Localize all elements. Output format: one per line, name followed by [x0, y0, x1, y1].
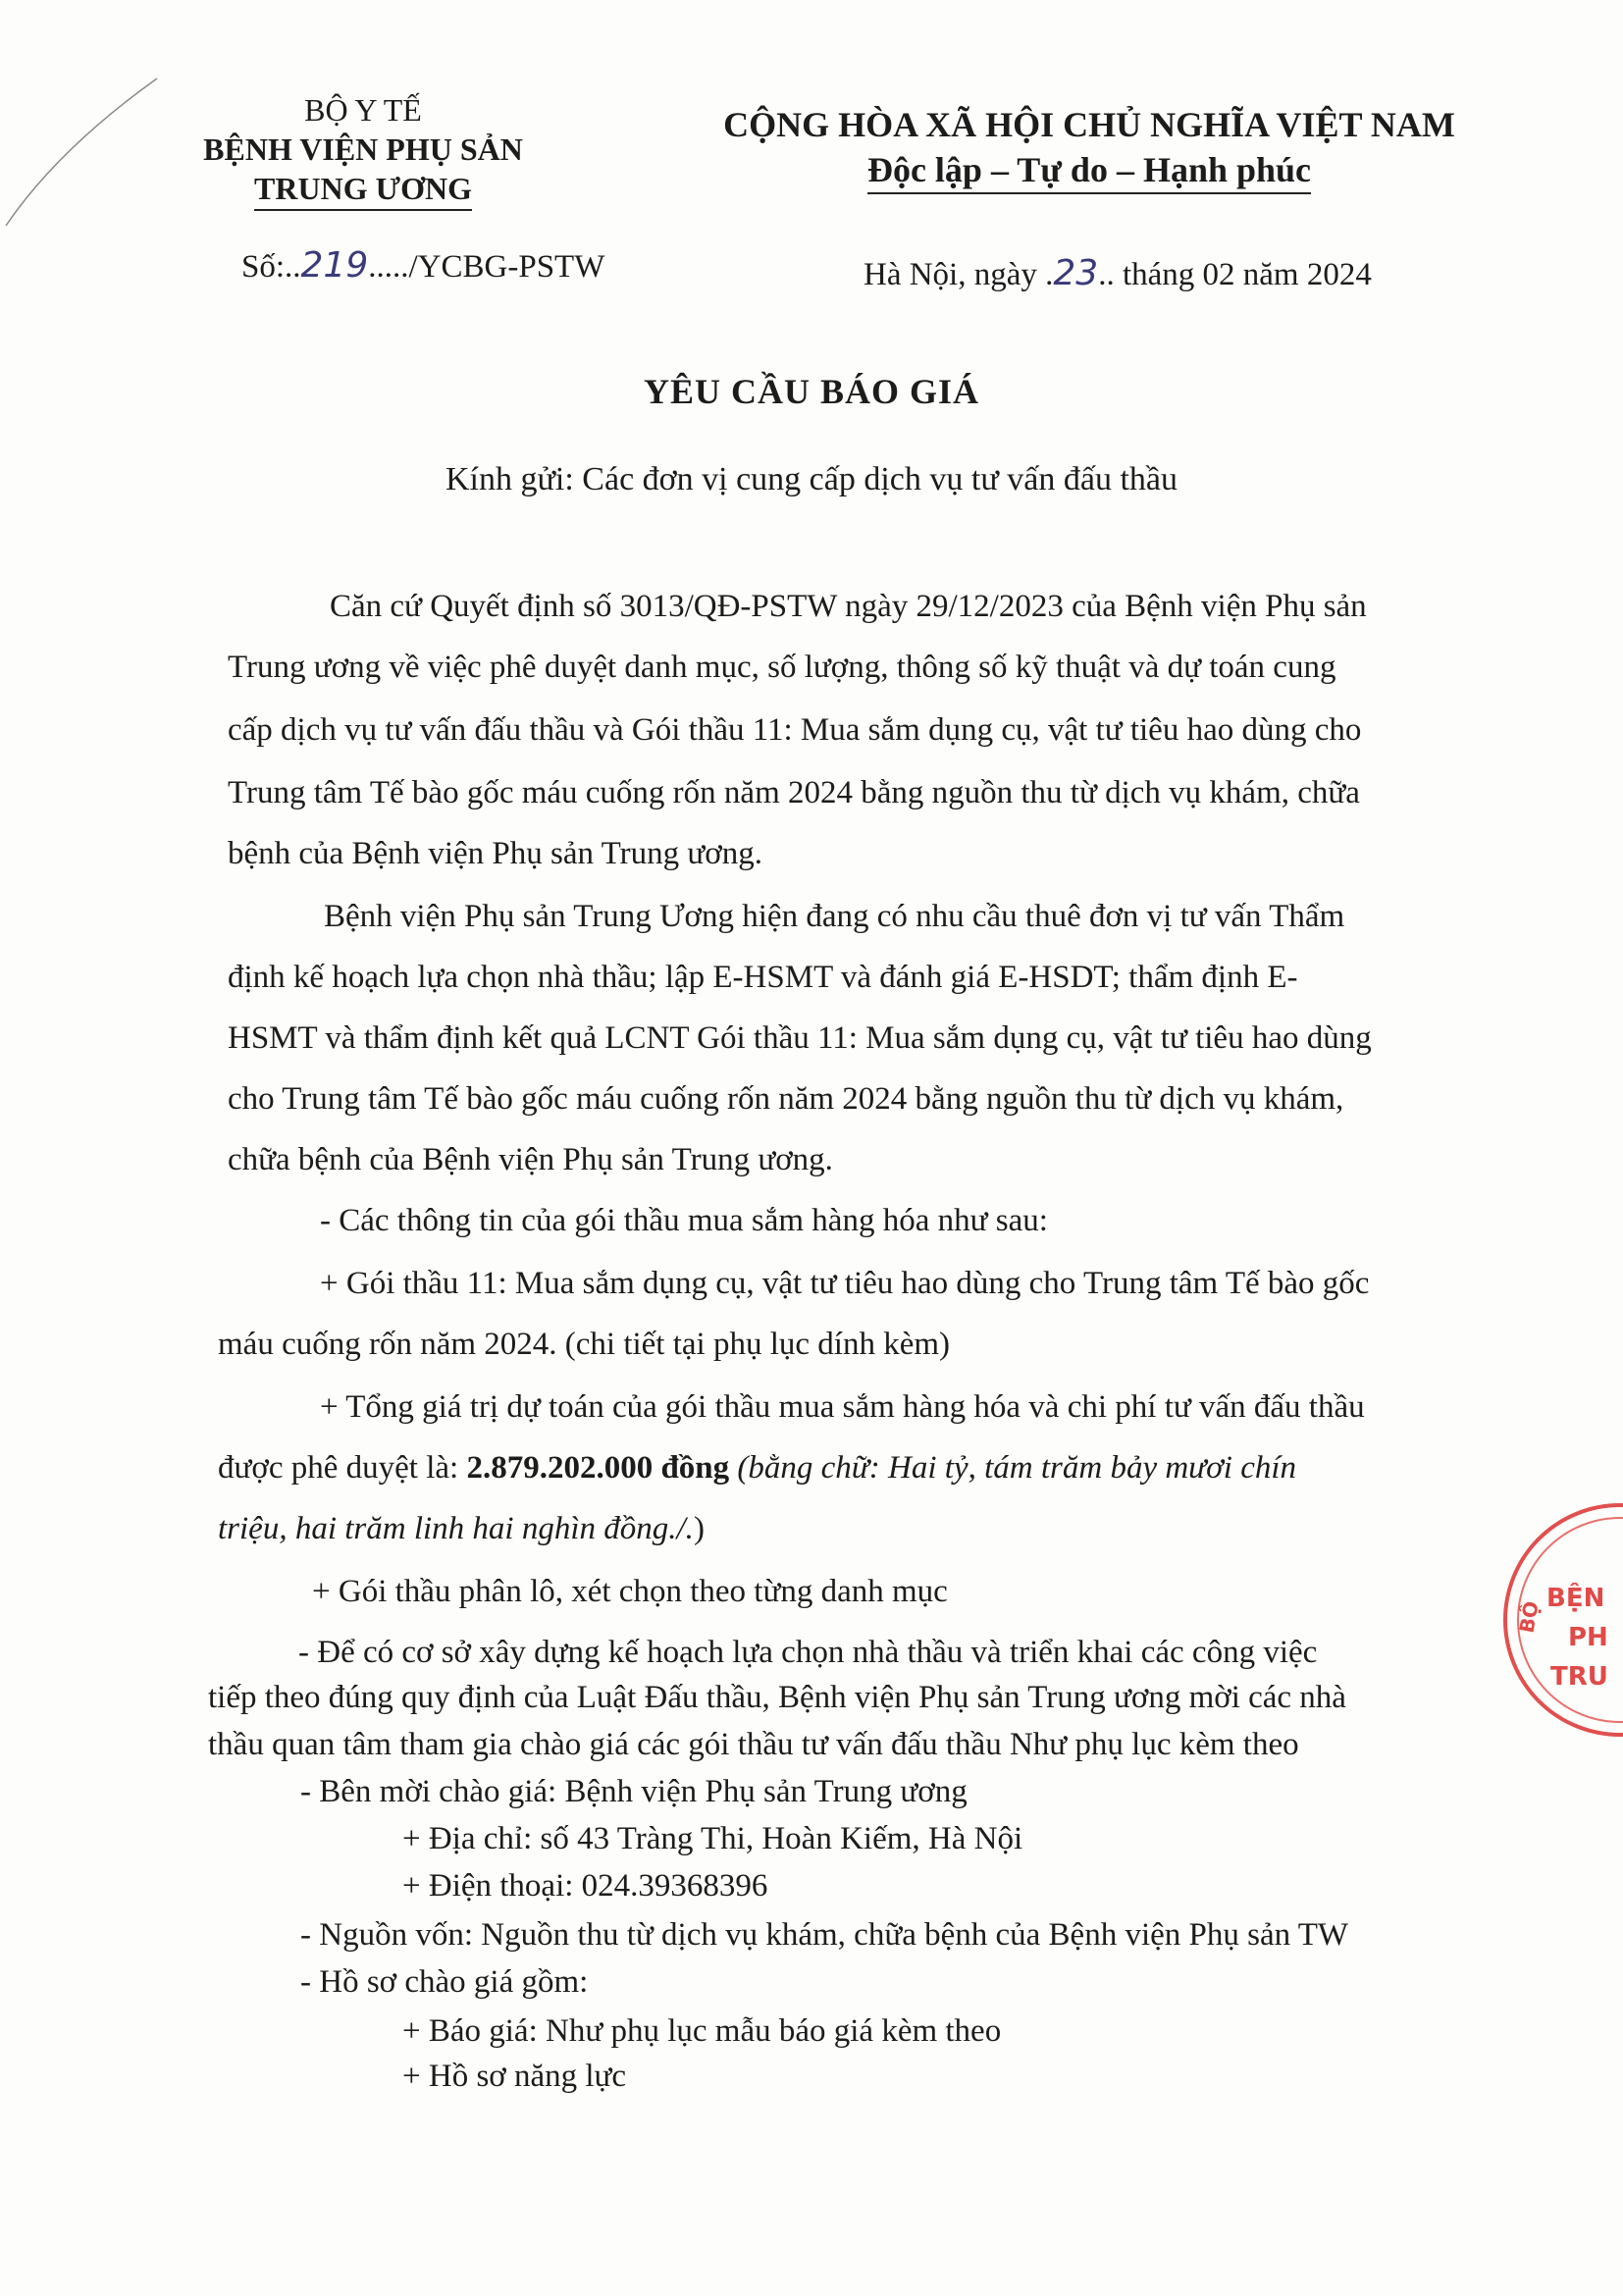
inviter-line: - Bên mời chào giá: Bệnh viện Phụ sản Trung ương — [300, 1774, 968, 1809]
dossier-line: - Hồ sơ chào giá gồm: — [300, 1964, 589, 2000]
info-intro: - Các thông tin của gói thầu mua sắm hàng hóa như sau: — [320, 1203, 1048, 1238]
national-header — [687, 102, 1492, 194]
p1-line: cấp dịch vụ tư vấn đấu thầu và Gói thầu 11: Mua sắm dụng cụ, vật tư tiêu hao dùng cho — [228, 712, 1362, 748]
p2-line: cho Trung tâm Tế bào gốc máu cuống rốn năm 2024 bằng nguồn thu từ dịch vụ khám, — [228, 1081, 1344, 1117]
p2-line: Bệnh viện Phụ sản Trung Ương hiện đang có nhu cầu thuê đơn vị tư vấn Thẩm — [324, 899, 1345, 934]
basis-line: thầu quan tâm tham gia chào giá các gói thầu tư vấn đấu thầu Như phụ lục kèm theo — [208, 1727, 1299, 1762]
handwritten-day: 23 — [1053, 253, 1099, 293]
p2-line: định kế hoạch lựa chọn nhà thầu; lập E-HSMT và đánh giá E-HSDT; thẩm định E- — [228, 960, 1298, 995]
p1-line: bệnh của Bệnh viện Phụ sản Trung ương. — [228, 836, 762, 871]
stamp-text: TRU — [1550, 1662, 1608, 1692]
stamp-text: BỘ — [1514, 1599, 1544, 1635]
total-line: + Tổng giá trị dự toán của gói thầu mua sắm hàng hóa và chi phí tư vấn đấu thầu — [320, 1389, 1365, 1425]
date-line: Hà Nội, ngày .23.. tháng 02 năm 2024 — [864, 253, 1372, 293]
p1-line: Căn cứ Quyết định số 3013/QĐ-PSTW ngày 29/12/2023 của Bệnh viện Phụ sản — [330, 589, 1367, 624]
ministry-name: BỘ Y TẾ — [304, 92, 422, 128]
document-number: Số:..219...../YCBG-PSTW — [241, 245, 605, 286]
quote-line: + Báo giá: Như phụ lục mẫu báo giá kèm theo — [402, 2013, 1002, 2049]
p2-line: chữa bệnh của Bệnh viện Phụ sản Trung ương. — [228, 1142, 833, 1177]
hospital-name-line1: BỆNH VIỆN PHỤ SẢN — [203, 131, 523, 167]
handwritten-number: 219 — [300, 245, 369, 286]
package-line: + Gói thầu 11: Mua sắm dụng cụ, vật tư tiêu hao dùng cho Trung tâm Tế bào gốc — [320, 1266, 1370, 1301]
funding-line: - Nguồn vốn: Nguồn thu từ dịch vụ khám, chữa bệnh của Bệnh viện Phụ sản TW — [300, 1917, 1349, 1953]
p2-line: HSMT và thẩm định kết quả LCNT Gói thầu 11: Mua sắm dụng cụ, vật tư tiêu hao dùng — [228, 1020, 1372, 1056]
nation-name: CỘNG HÒA XÃ HỘI CHỦ NGHĨA VIỆT NAM — [723, 105, 1455, 144]
p1-line: Trung tâm Tế bào gốc máu cuống rốn năm 2024 bằng nguồn thu từ dịch vụ khám, chữa — [228, 775, 1360, 810]
address-line: + Địa chỉ: số 43 Tràng Thi, Hoàn Kiếm, Hà Nội — [402, 1821, 1023, 1856]
package-line: máu cuống rốn năm 2024. (chi tiết tại phụ lục dính kèm) — [218, 1327, 950, 1362]
total-value-line: được phê duyệt là: 2.879.202.000 đồng (bằng chữ: Hai tỷ, tám trăm bảy mươi chín — [218, 1450, 1297, 1486]
basis-line: tiếp theo đúng quy định của Luật Đấu thầu, Bệnh viện Phụ sản Trung ương mời các nhà — [208, 1680, 1346, 1715]
total-words-line: triệu, hai trăm linh hai nghìn đồng./.) — [218, 1511, 705, 1546]
recipient-line: Kính gửi: Các đơn vị cung cấp dịch vụ tư vấn đấu thầu — [445, 461, 1178, 497]
capacity-line: + Hồ sơ năng lực — [402, 2059, 627, 2094]
phone-line: + Điện thoại: 024.39368396 — [402, 1868, 768, 1904]
p1-line: Trung ương về việc phê duyệt danh mục, số lượng, thông số kỹ thuật và dự toán cung — [228, 650, 1336, 685]
hospital-stamp — [1503, 1503, 1623, 1737]
stamp-text: PH — [1568, 1623, 1608, 1652]
stamp-text: BỆN — [1546, 1584, 1605, 1613]
national-motto: Độc lập – Tự do – Hạnh phúc — [867, 147, 1311, 194]
lots-line: + Gói thầu phân lô, xét chọn theo từng danh mục — [312, 1574, 948, 1609]
total-amount: 2.879.202.000 đồng — [466, 1450, 730, 1486]
scan-scratch-mark — [0, 20, 196, 235]
basis-line: - Để có cơ sở xây dựng kế hoạch lựa chọn nhà thầu và triển khai các công việc — [298, 1635, 1318, 1670]
hospital-name-line2: TRUNG ƯƠNG — [254, 169, 472, 211]
issuer-block — [196, 90, 530, 211]
document-title: YÊU CẦU BÁO GIÁ — [643, 372, 980, 411]
